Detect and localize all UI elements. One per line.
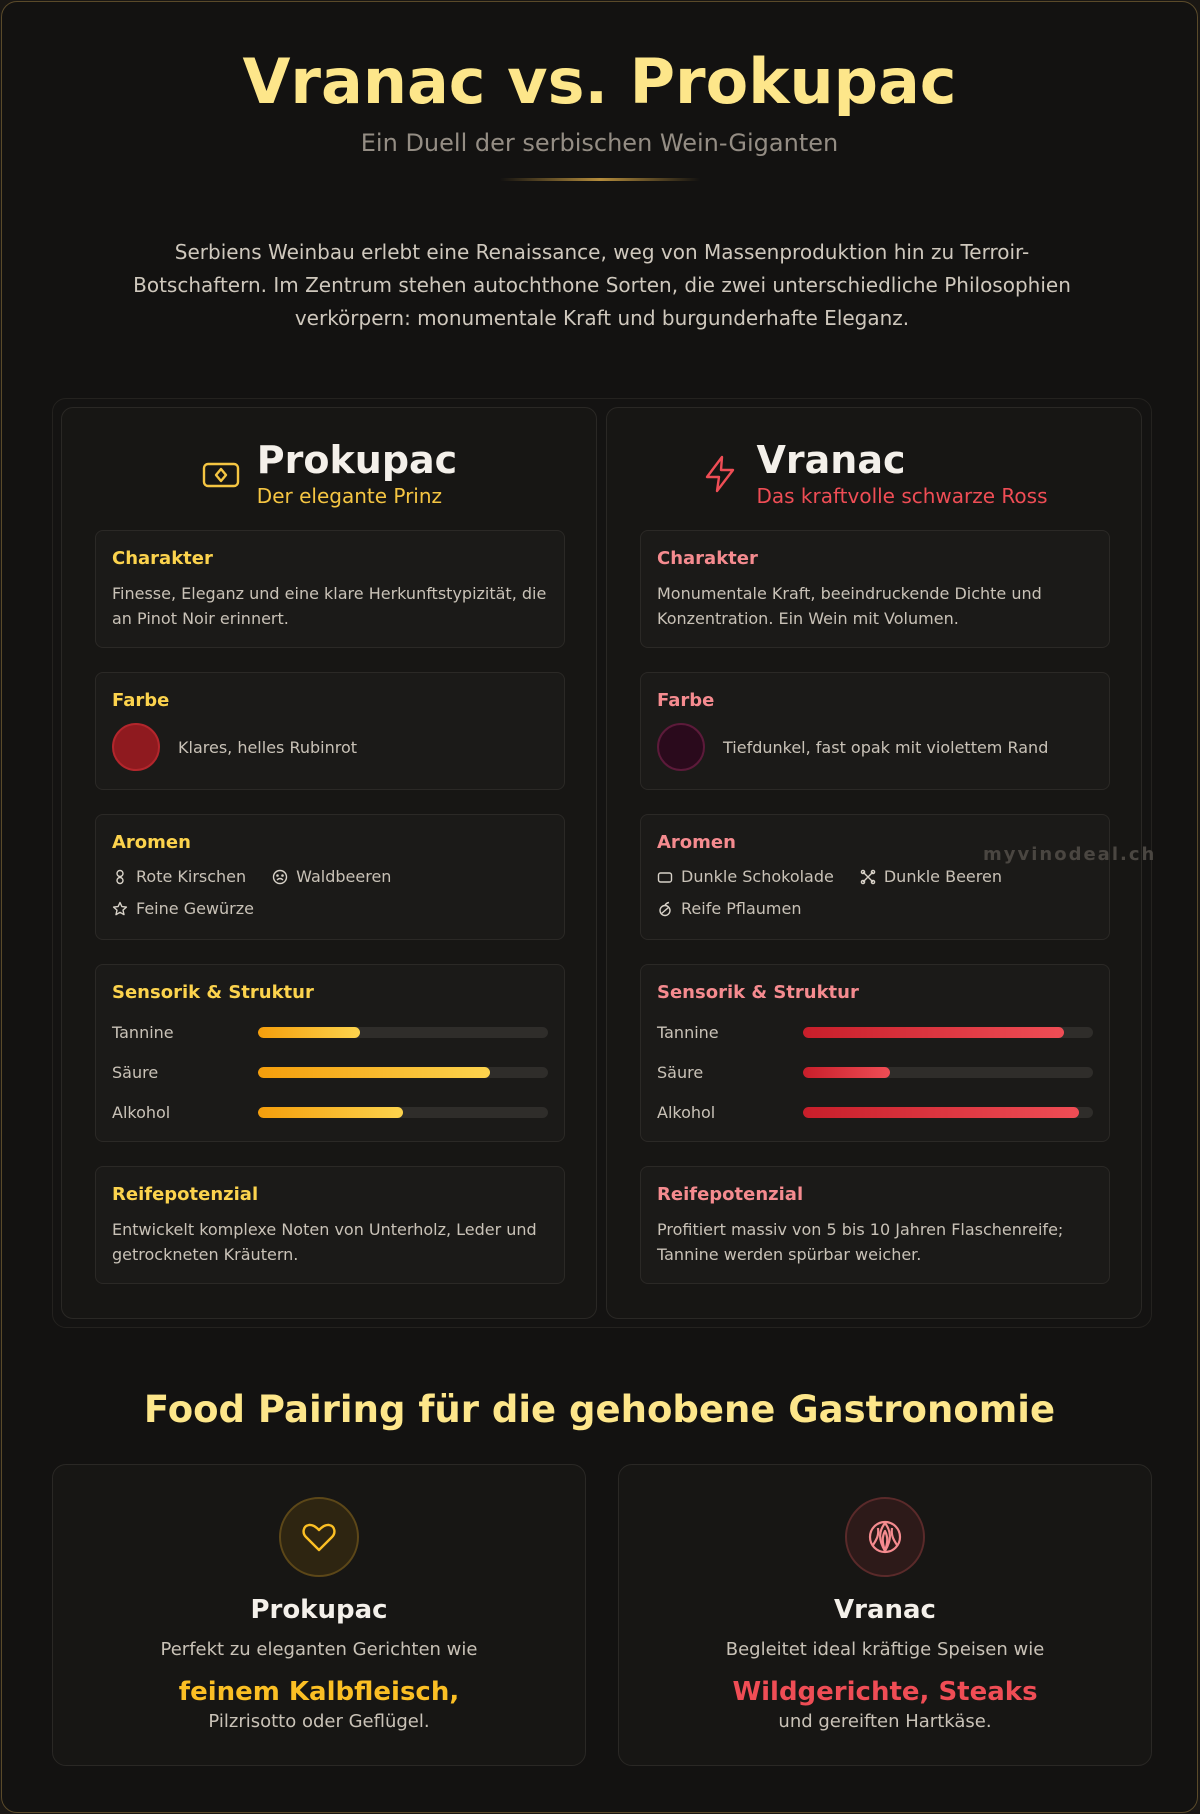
vranac-sensory-title: Sensorik & Struktur bbox=[657, 982, 859, 1003]
aroma-item bbox=[657, 865, 834, 889]
watermark: myvinodeal.ch bbox=[983, 844, 1157, 865]
sensory-row bbox=[657, 1099, 1093, 1125]
prokupac-column bbox=[61, 407, 597, 1319]
vranac-aging-title: Reifepotenzial bbox=[657, 1184, 804, 1205]
prokupac-food-intro: Perfekt zu eleganten Gerichten wie bbox=[160, 1639, 478, 1660]
cherries-icon bbox=[112, 869, 128, 885]
vranac-color-swatch bbox=[657, 723, 705, 771]
sensory-label: Tannine bbox=[112, 1022, 174, 1042]
aroma-label: Dunkle Schokolade bbox=[681, 867, 834, 886]
vranac-color-text: Tiefdunkel, fast opak mit violettem Rand bbox=[723, 737, 1049, 757]
aroma-label: Waldbeeren bbox=[296, 867, 392, 886]
aroma-label: Reife Pflaumen bbox=[681, 899, 802, 918]
sensory-track bbox=[803, 1107, 1093, 1118]
prokupac-sensory-title: Sensorik & Struktur bbox=[112, 982, 314, 1003]
aroma-label: Rote Kirschen bbox=[136, 867, 247, 886]
prokupac-tagline: Der elegante Prinz bbox=[256, 484, 443, 508]
prokupac-food-rest: Pilzrisotto oder Geflügel. bbox=[208, 1711, 430, 1732]
prokupac-food-highlight: feinem Kalbfleisch, bbox=[178, 1677, 460, 1707]
page-subtitle: Ein Duell der serbischen Wein-Giganten bbox=[360, 129, 839, 157]
prokupac-character-box bbox=[95, 530, 565, 648]
prokupac-aging-text: Entwickelt komplexe Noten von Unterholz, Leder und getrockneten Kräutern. bbox=[112, 1220, 537, 1264]
vranac-tagline: Das kraftvolle schwarze Ross bbox=[756, 484, 1048, 508]
plum-icon bbox=[657, 901, 673, 917]
food-pairing-title: Food Pairing für die gehobene Gastronomie bbox=[143, 1388, 1056, 1431]
vranac-food-card bbox=[618, 1464, 1152, 1766]
vranac-food-intro: Begleitet ideal kräftige Speisen wie bbox=[725, 1639, 1045, 1660]
vranac-character-text: Monumentale Kraft, beeindruckende Dichte und Konzentration. Ein Wein mit Volumen. bbox=[657, 584, 1042, 628]
vranac-header bbox=[607, 438, 1141, 510]
prokupac-color-box bbox=[95, 672, 565, 790]
flame-icon bbox=[865, 1517, 905, 1557]
lightning-icon bbox=[700, 454, 740, 494]
gem-frame-icon bbox=[201, 454, 241, 494]
aroma-label: Dunkle Beeren bbox=[883, 867, 1002, 886]
prokupac-header bbox=[62, 438, 596, 510]
prokupac-aging-title: Reifepotenzial bbox=[112, 1184, 259, 1205]
sensory-fill bbox=[803, 1107, 1079, 1118]
sensory-track bbox=[803, 1027, 1093, 1038]
intro-text: Serbiens Weinbau erlebt eine Renaissance, weg von Massenproduktion hin zu Terroir-Botschaftern. Im Zentrum stehen autochthone Sorten, die zwei unterschiedliche Philosophien verkörpern: monumentale Kraft und burgunderhafte Eleganz. bbox=[133, 240, 1071, 330]
aroma-label: Feine Gewürze bbox=[136, 899, 254, 918]
prokupac-food-card bbox=[52, 1464, 586, 1766]
sensory-row bbox=[657, 1019, 1093, 1045]
header-divider bbox=[500, 178, 700, 181]
aroma-item bbox=[657, 897, 802, 921]
aroma-item bbox=[112, 865, 246, 889]
sensory-label: Säure bbox=[112, 1062, 159, 1082]
heart-icon bbox=[300, 1518, 338, 1556]
prokupac-sensory-box bbox=[95, 964, 565, 1142]
vranac-food-icon-badge bbox=[845, 1497, 925, 1577]
sensory-row bbox=[112, 1019, 548, 1045]
vranac-color-box bbox=[640, 672, 1110, 790]
aroma-item bbox=[860, 865, 1002, 889]
prokupac-aging-box bbox=[95, 1166, 565, 1284]
sensory-label: Alkohol bbox=[657, 1102, 716, 1122]
page-frame bbox=[1, 1, 1198, 1813]
vranac-aromas-box bbox=[640, 814, 1110, 940]
sensory-track bbox=[258, 1067, 548, 1078]
vranac-aromas-title: Aromen bbox=[657, 832, 736, 853]
prokupac-food-name: Prokupac bbox=[250, 1595, 388, 1625]
berries-cross-icon bbox=[860, 869, 876, 885]
vranac-food-highlight: Wildgerichte, Steaks bbox=[732, 1677, 1038, 1707]
sensory-track bbox=[258, 1107, 548, 1118]
berry-icon bbox=[272, 869, 288, 885]
prokupac-aromas-box bbox=[95, 814, 565, 940]
sensory-label: Tannine bbox=[657, 1022, 719, 1042]
page-title: Vranac vs. Prokupac bbox=[242, 45, 957, 118]
sensory-row bbox=[112, 1059, 548, 1085]
aroma-item bbox=[112, 897, 254, 921]
sensory-fill bbox=[258, 1027, 360, 1038]
prokupac-color-swatch bbox=[112, 723, 160, 771]
sensory-fill bbox=[803, 1027, 1064, 1038]
vranac-character-title: Charakter bbox=[657, 548, 758, 569]
prokupac-aromas-title: Aromen bbox=[112, 832, 191, 853]
vranac-aging-text: Profitiert massiv von 5 bis 10 Jahren Flaschenreife; Tannine werden spürbar weicher. bbox=[657, 1220, 1064, 1264]
vranac-food-name: Vranac bbox=[834, 1595, 936, 1625]
aroma-item bbox=[272, 865, 391, 889]
chocolate-icon bbox=[657, 869, 673, 885]
sensory-label: Säure bbox=[657, 1062, 704, 1082]
sensory-fill bbox=[803, 1067, 890, 1078]
vranac-name: Vranac bbox=[756, 438, 906, 482]
prokupac-name: Prokupac bbox=[256, 438, 458, 482]
prokupac-character-title: Charakter bbox=[112, 548, 213, 569]
sensory-track bbox=[803, 1067, 1093, 1078]
sensory-track bbox=[258, 1027, 548, 1038]
sensory-row bbox=[112, 1099, 548, 1125]
sensory-fill bbox=[258, 1067, 490, 1078]
vranac-aging-box bbox=[640, 1166, 1110, 1284]
page-header bbox=[2, 42, 1197, 181]
star-icon bbox=[112, 901, 128, 917]
prokupac-food-icon-badge bbox=[279, 1497, 359, 1577]
prokupac-character-text: Finesse, Eleganz und eine klare Herkunftstypizität, die an Pinot Noir erinnert. bbox=[112, 584, 547, 628]
vranac-sensory-box bbox=[640, 964, 1110, 1142]
vranac-color-title: Farbe bbox=[657, 690, 715, 711]
vranac-character-box bbox=[640, 530, 1110, 648]
vranac-food-rest: und gereiften Hartkäse. bbox=[778, 1711, 992, 1732]
prokupac-color-text: Klares, helles Rubinrot bbox=[178, 737, 358, 757]
sensory-row bbox=[657, 1059, 1093, 1085]
sensory-label: Alkohol bbox=[112, 1102, 171, 1122]
prokupac-color-title: Farbe bbox=[112, 690, 170, 711]
sensory-fill bbox=[258, 1107, 403, 1118]
